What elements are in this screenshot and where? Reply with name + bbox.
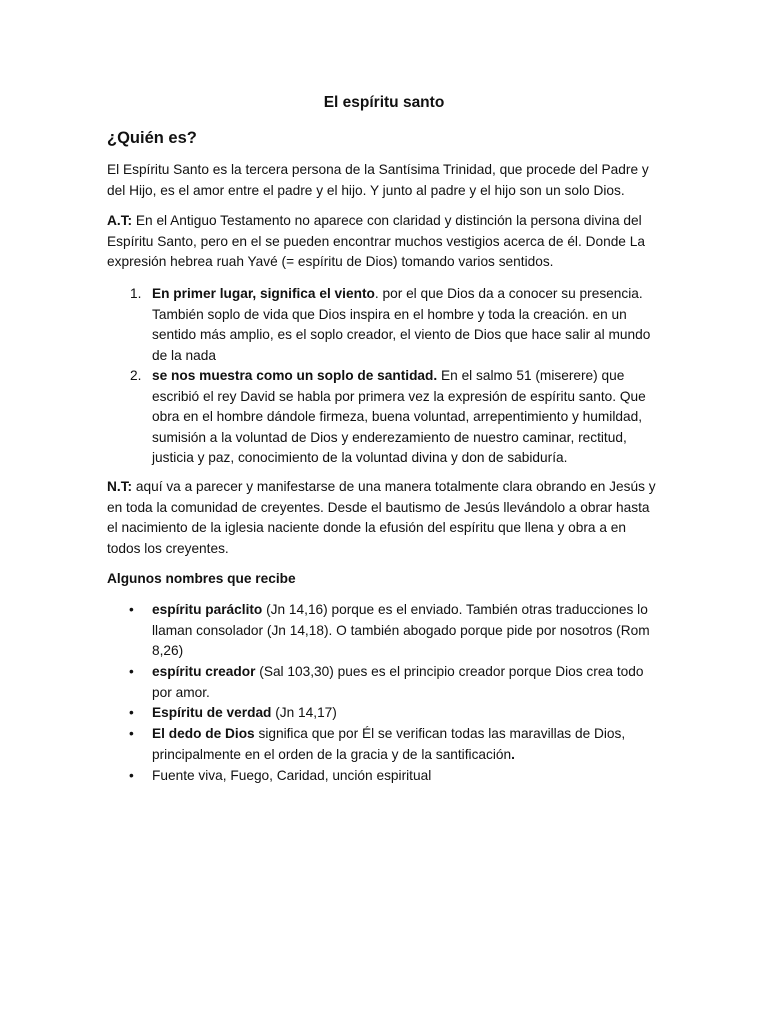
old-testament-text: En el Antiguo Testamento no aparece con claridad y distinción la persona divina del Espíritu Santo, pero en el se pueden encontrar muchos vestigios acerca de él. Donde La expresión hebrea ruah Yavé (= espíritu de Dios) tomando varios sentidos. [107, 213, 645, 270]
bullet-item [129, 600, 664, 662]
item-text: . por el que Dios da a conocer su presencia. También soplo de vida que Dios inspira en el hombre y toda la creación. en un sentido más amplio, es el soplo creador, el viento de Dios que hace salir al mundo de la nada [152, 286, 651, 363]
bullet-text: (Jn 14,16) porque es el enviado. También otras traducciones lo llaman consolador (Jn 14,18). O también abogado porque pide por nosotros (Rom 8,26) [152, 602, 650, 659]
section-heading: ¿Quién es? [107, 129, 197, 147]
bullet-lead: espíritu creador [152, 664, 256, 679]
bullet-icon: • [129, 602, 134, 617]
item-number: 1. [130, 286, 142, 301]
bullet-item [129, 662, 664, 703]
bullet-item [129, 724, 664, 765]
item-text: En el salmo 51 (miserere) que escribió el rey David se habla por primera vez la expresión de espíritu santo. Que obra en el hombre dándole firmeza, buena voluntad, arrepentimiento y humildad, sumisión a la voluntad de Dios y enderezamiento de nuestro caminar, rectitud, justicia y paz, conocimiento de la voluntad divina y don de sabiduría. [152, 368, 646, 466]
bullet-icon: • [129, 726, 134, 741]
bullet-item [129, 703, 664, 724]
bullet-text: (Sal 103,30) pues es el principio creador porque Dios crea todo por amor. [152, 664, 644, 700]
bullet-icon: • [129, 705, 134, 720]
intro-paragraph: El Espíritu Santo es la tercera persona de la Santísima Trinidad, que procede del Padre y del Hijo, es el amor entre el padre y el hijo. Y junto al padre y el hijo son un solo Dios. [107, 162, 649, 198]
numbered-item [130, 284, 664, 366]
new-testament-label: N.T: [107, 479, 133, 494]
bullet-lead: El dedo de Dios [152, 726, 255, 741]
bullet-lead: espíritu paráclito [152, 602, 263, 617]
old-testament-paragraph [107, 211, 663, 273]
item-number: 2. [130, 368, 142, 383]
bullet-text: significa que por Él se verifican todas las maravillas de Dios, principalmente en el orden de la gracia y de la santificación [152, 726, 626, 762]
item-lead: En primer lugar, significa el viento [152, 286, 375, 301]
document-title: El espíritu santo [323, 94, 445, 111]
old-testament-label: A.T: [107, 213, 133, 228]
bullet-icon: • [129, 768, 134, 783]
numbered-item [130, 366, 664, 469]
bullet-text: (Jn 14,17) [271, 705, 337, 720]
bullet-tail: . [511, 746, 515, 762]
new-testament-text: aquí va a parecer y manifestarse de una manera totalmente clara obrando en Jesús y en toda la comunidad de creyentes. Desde el bautismo de Jesús llevándolo a obrar hasta el nacimiento de la iglesia naciente donde la efusión del espíritu que llena y obra a en todos los creyentes. [107, 479, 656, 556]
bullet-text: Fuente viva, Fuego, Caridad, unción espiritual [152, 768, 432, 783]
bullet-item [129, 766, 664, 787]
bullet-icon: • [129, 664, 134, 679]
item-lead: se nos muestra como un soplo de santidad. [152, 368, 438, 383]
new-testament-paragraph [107, 477, 663, 559]
names-heading: Algunos nombres que recibe [107, 571, 296, 586]
bullet-lead: Espíritu de verdad [152, 705, 272, 720]
